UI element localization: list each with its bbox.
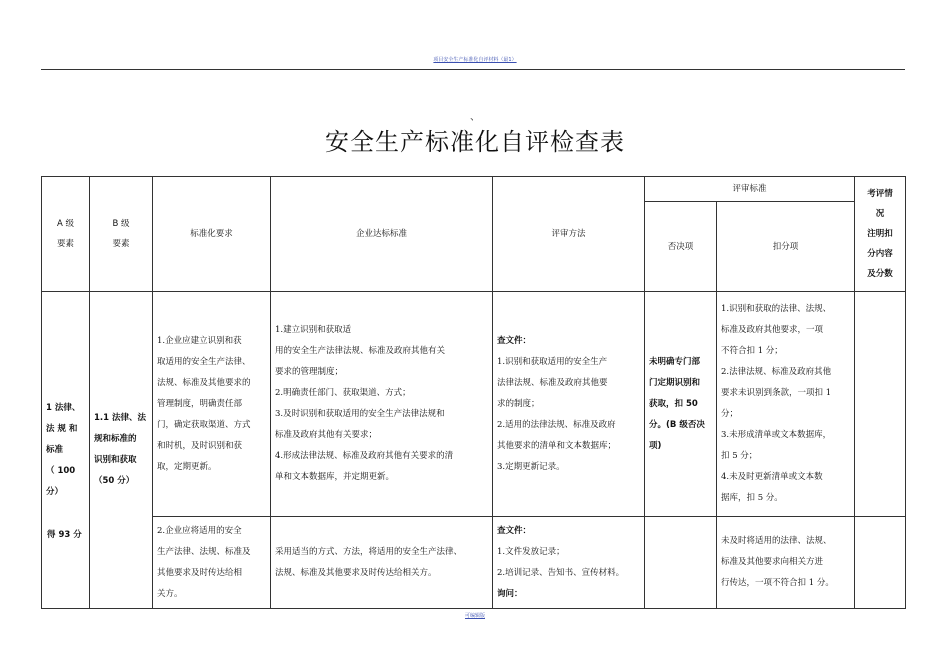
a-score: 得 93 分 bbox=[47, 530, 82, 540]
requirement-cell-2: 2.企业应将适用的安全 生产法律、法规、标准及 其他要求及时传达给相 关方。 bbox=[153, 517, 271, 609]
assessment-cell-1 bbox=[855, 292, 906, 517]
b-element-cell: 1.1 法律、法 规和标准的 识别和获取 （50 分） bbox=[90, 292, 153, 609]
header-assessment: 考评情 况 注明扣 分内容 及分数 bbox=[855, 177, 906, 292]
enterprise-standard-cell-2: 采用适当的方式、方法，将适用的安全生产法律、 法规、标准及其他要求及时传达给相关方。 bbox=[271, 517, 493, 609]
a-element-cell: 1 法律、 法 规 和 标准 （ 100 分） 得 93 分 bbox=[42, 292, 90, 609]
veto-cell-1: 未明确专门部 门定期识别和 获取，扣 50 分。(B 级否决 项) bbox=[645, 292, 717, 517]
review-method-cell-1: 查文件： 1.识别和获取适用的安全生产 法律法规、标准及政府其他要 求的制度； 2.适用的法律法规、标准及政府 其他要求的清单和文本数据库； 3.定期更新记录。 bbox=[493, 292, 645, 517]
header-rule bbox=[41, 69, 905, 70]
requirement-cell-1: 1.企业应建立识别和获 取适用的安全生产法律、 法规、标准及其他要求的 管理制度，明确责任部 门，确定获取渠道、方式 和时机，及时识别和获 取，定期更新。 bbox=[153, 292, 271, 517]
footer-note: 可编辑版 bbox=[464, 613, 485, 619]
header-review-method: 评审方法 bbox=[493, 177, 645, 292]
deduction-cell-2: 未及时将适用的法律、法规、 标准及其他要求向相关方进 行传达，一项不符合扣 1 分。 bbox=[717, 517, 855, 609]
header-deduction-item: 扣分项 bbox=[717, 202, 855, 292]
review-method-cell-2: 查文件： 1.文件发放记录； 2.培训记录、告知书、宣传材料。 询问： bbox=[493, 517, 645, 609]
deduction-cell-1: 1.识别和获取的法律、法规、 标准及政府其他要求，一项 不符合扣 1 分； 2.法律法规、标准及政府其他 要求未识别到条款，一项扣 1 分； 3.未形成清单或文本数据库， 扣 5 分； 4.未及时更新清单或文本数 据库，扣 5 分。 bbox=[717, 292, 855, 517]
page-title: 安全生产标准化自评检查表 bbox=[325, 128, 625, 156]
tick-mark: 、 bbox=[470, 112, 480, 123]
enterprise-standard-cell-1: 1.建立识别和获取适 用的安全生产法律法规、标准及政府其他有关 要求的管理制度； 2.明确责任部门、获取渠道、方式； 3.及时识别和获取适用的安全生产法律法规和 标准及政府其他有关要求； 4.形成法律法规、标准及政府其他有关要求的清 单和文本数据库，并定期更新。 bbox=[271, 292, 493, 517]
assessment-cell-2 bbox=[855, 517, 906, 609]
self-assessment-table bbox=[41, 176, 906, 609]
header-b-level: B 级 要素 bbox=[90, 177, 153, 292]
header-requirement: 标准化要求 bbox=[153, 177, 271, 292]
header-enterprise-standard: 企业达标标准 bbox=[271, 177, 493, 292]
header-a-level: A 级 要素 bbox=[42, 177, 90, 292]
header-review-criteria: 评审标准 bbox=[645, 177, 855, 202]
header-veto-item: 否决项 bbox=[645, 202, 717, 292]
header-note: 项目安全生产标准化自评材料（最1） bbox=[433, 57, 517, 63]
veto-cell-2 bbox=[645, 517, 717, 609]
